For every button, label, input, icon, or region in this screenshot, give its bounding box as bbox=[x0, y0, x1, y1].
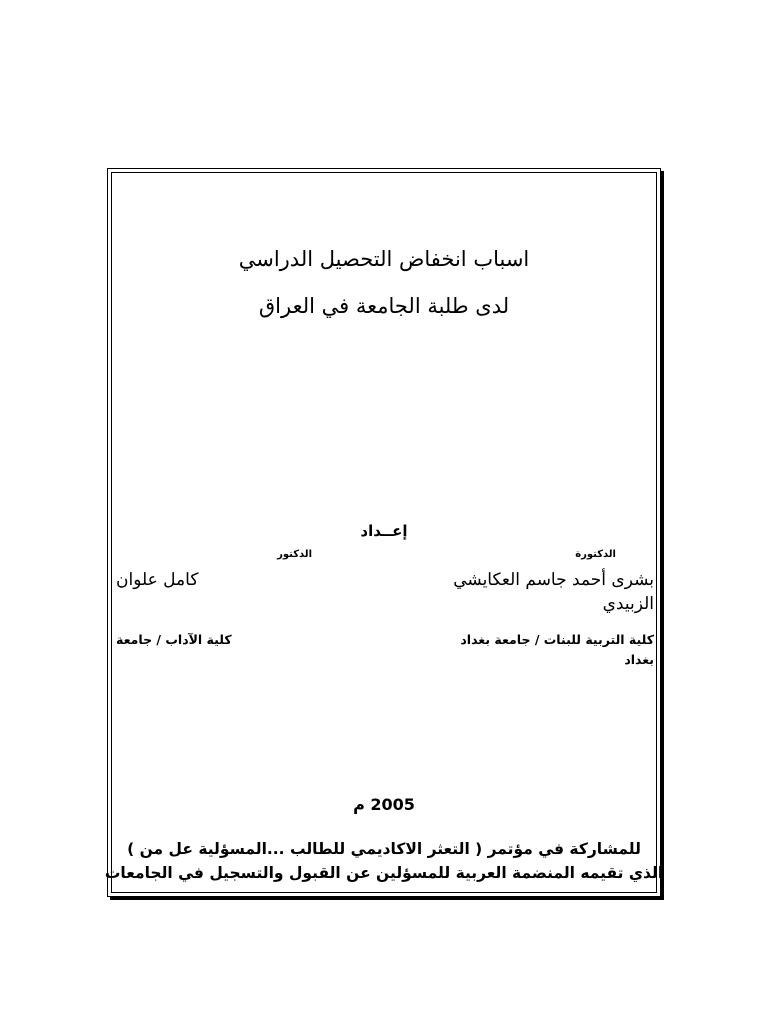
author-2-title: الدكتور bbox=[277, 549, 312, 560]
author-1-affiliation: كلية التربية للبنات / جامعة بغداد bbox=[460, 632, 654, 647]
author-1-name: بشرى أحمد جاسم العكايشي bbox=[453, 570, 654, 590]
prepared-by-label: إعــداد bbox=[360, 522, 408, 540]
document-title-line-1: اسباب انخفاض التحصيل الدراسي bbox=[238, 247, 530, 271]
conference-line-1: للمشاركة في مؤتمر ( التعثر الاكاديمي للطالب ...المسؤلية عل من ) bbox=[127, 840, 641, 858]
author-2-affiliation-line-2: بغداد bbox=[624, 652, 654, 667]
author-2-affiliation-line-1: كلية الآداب / جامعة bbox=[116, 632, 232, 647]
author-1-title: الدكتورة bbox=[575, 549, 616, 560]
conference-line-2: الذي تقيمه المنضمة العربية للمسؤلين عن القبول والتسجيل في الجامعات bbox=[104, 864, 664, 882]
document-title-line-2: لدى طلبة الجامعة في العراق bbox=[258, 294, 510, 318]
author-2-name-line-1: كامل علوان bbox=[116, 570, 199, 590]
author-2-name-line-2: الزبيدي bbox=[602, 594, 654, 614]
publication-year: 2005 م bbox=[353, 795, 415, 814]
